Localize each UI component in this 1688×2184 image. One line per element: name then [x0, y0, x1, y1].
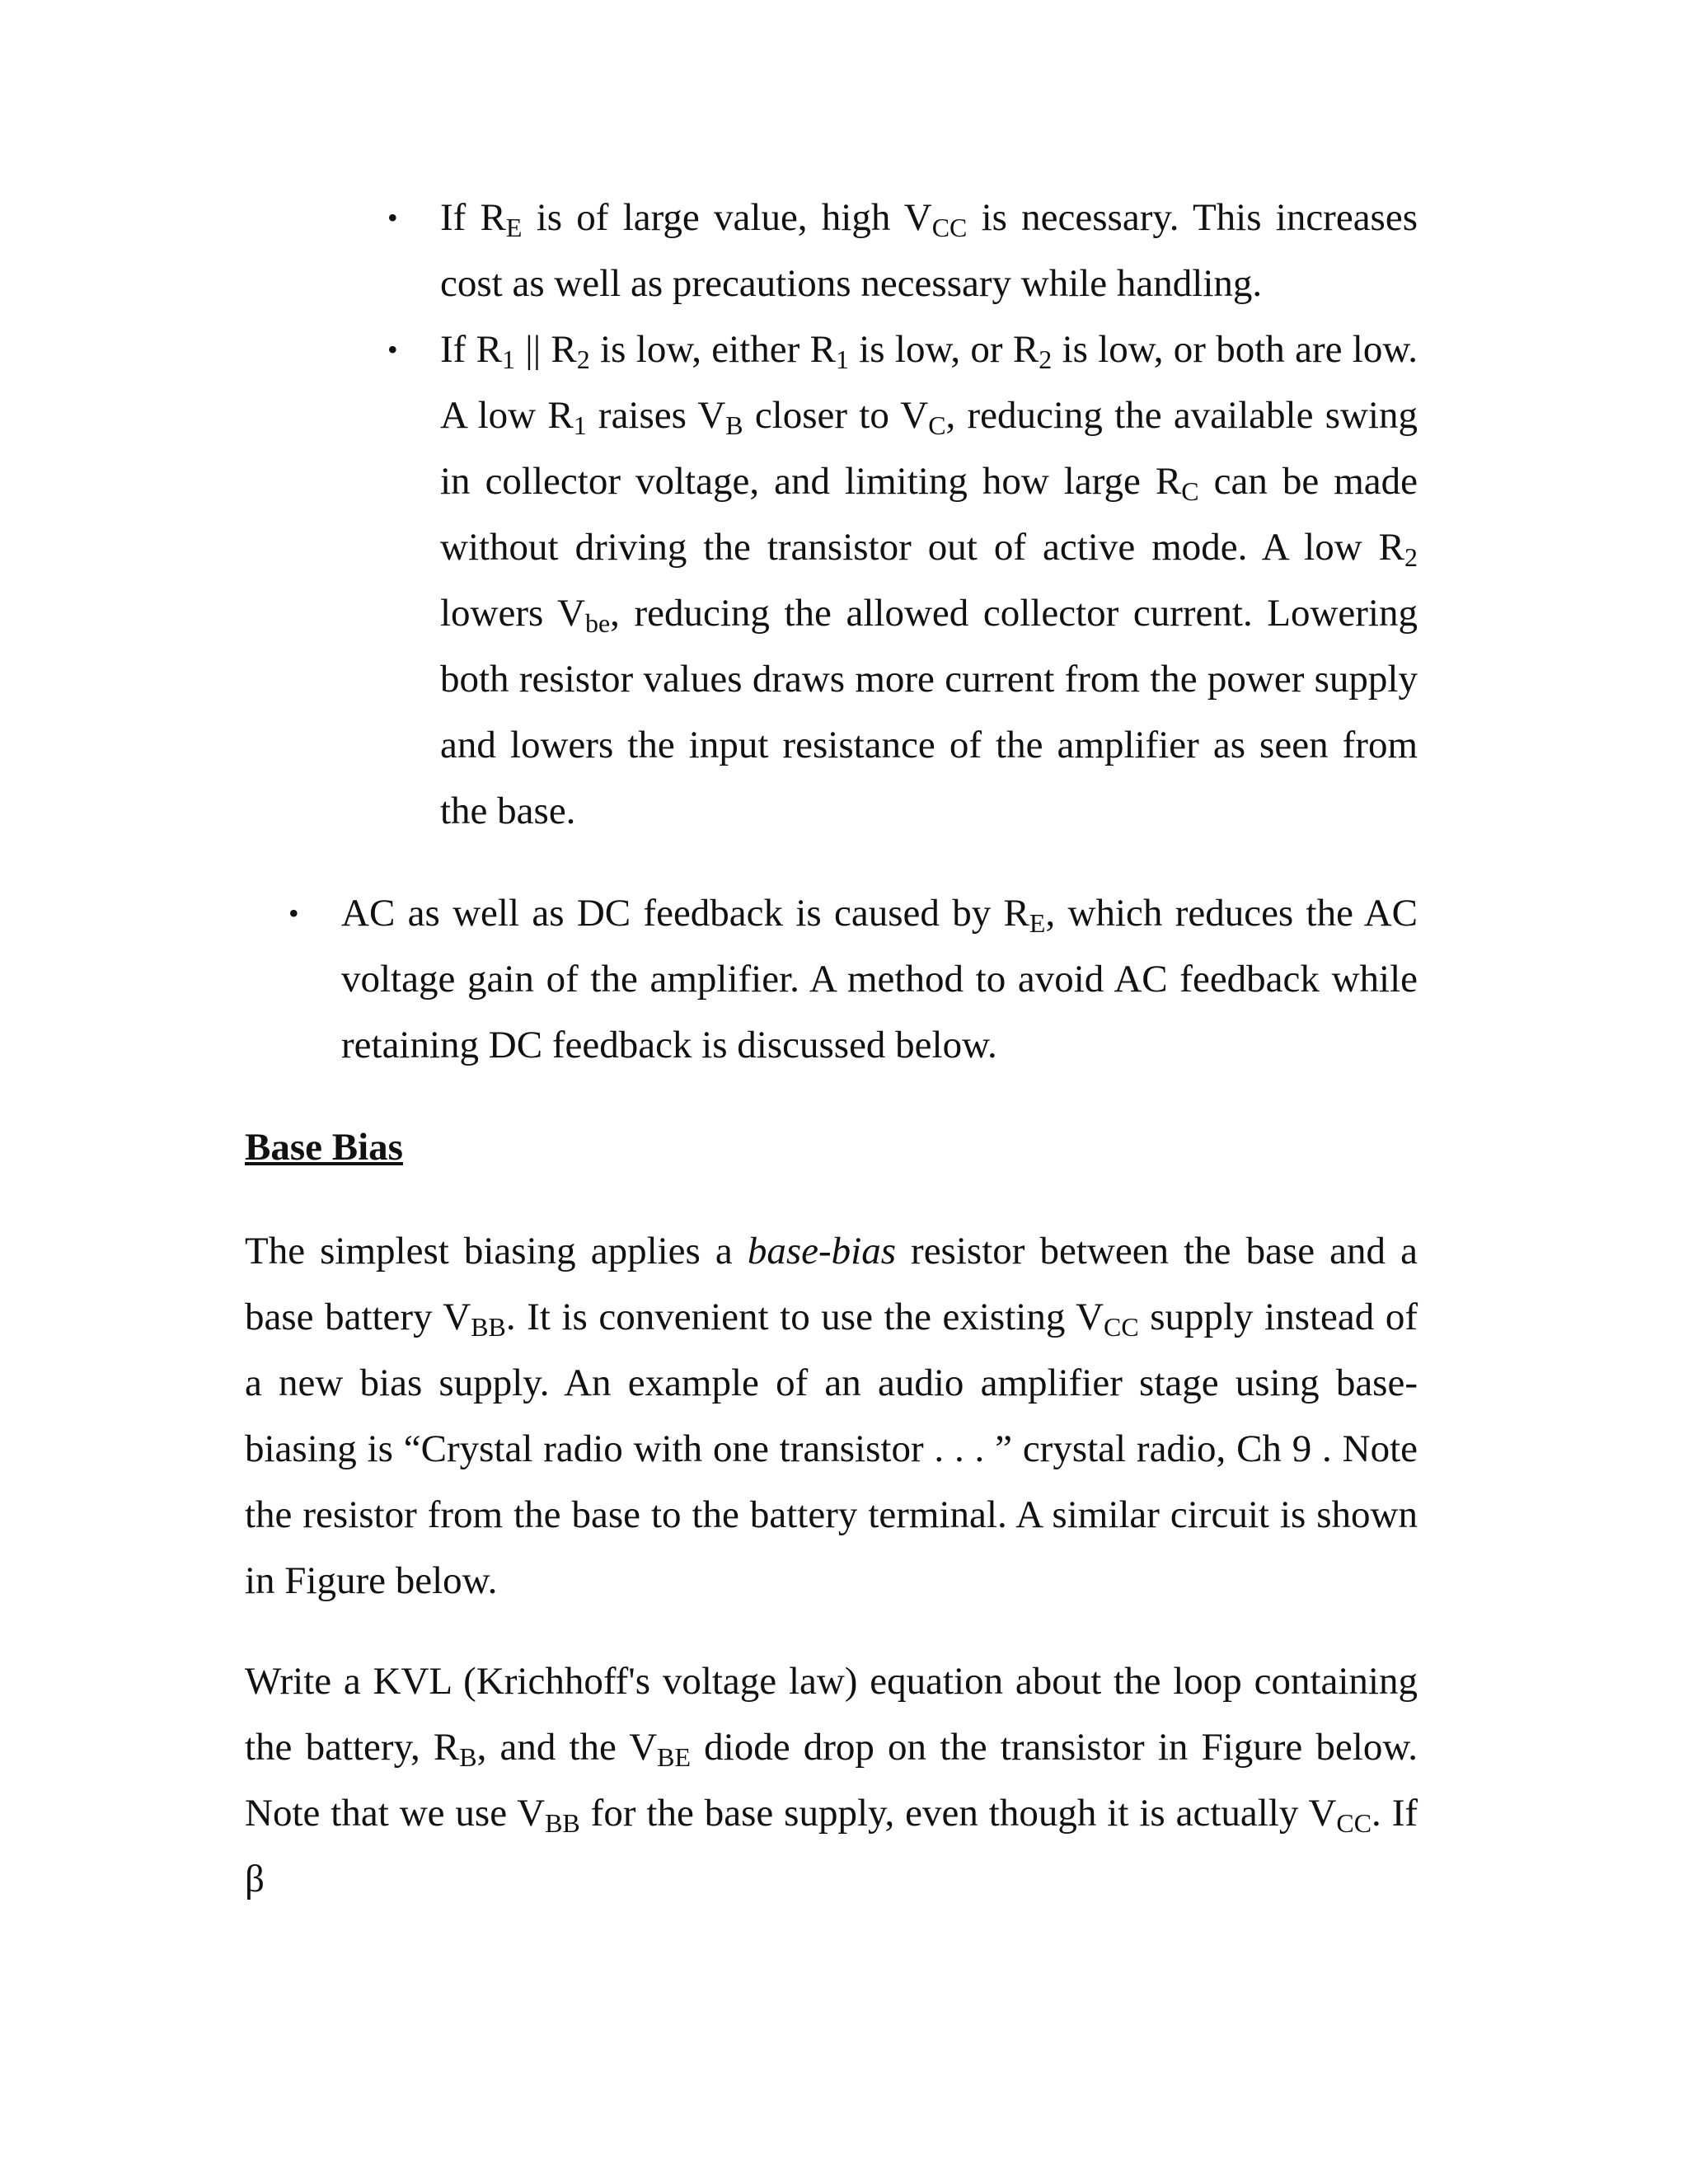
bullet-marker: •: [288, 897, 299, 930]
subscript: CC: [1104, 1312, 1139, 1342]
subscript: CC: [1336, 1808, 1372, 1838]
bullet-marker: •: [387, 201, 398, 234]
subscript: BB: [545, 1808, 580, 1838]
subscript: 2: [1039, 344, 1053, 374]
text-run: If R: [440, 328, 502, 371]
subscript: 1: [573, 410, 587, 440]
subscript: CC: [931, 213, 968, 242]
text-run: closer to V: [743, 394, 929, 437]
text-run: The simplest biasing applies a: [245, 1230, 748, 1272]
text-run: supply instead of a new bias supply. An example of an audio amplifier stage using base-biasing is “Crystal radio with one transistor . . . ” crystal radio, Ch 9 . Note the resistor from the base to the battery terminal. A similar circuit is shown in Figure below.: [245, 1296, 1418, 1602]
text-run: raises V: [586, 394, 726, 437]
subscript: B: [459, 1742, 477, 1772]
text-run: for the base supply, even though it is actually V: [579, 1792, 1337, 1835]
subscript: E: [1029, 908, 1046, 938]
text-run: . If β: [245, 1792, 1418, 1900]
paragraph-base-bias: [245, 1218, 1418, 1614]
subscript: BE: [657, 1742, 692, 1772]
text-run: , reducing the available swing in collector voltage, and limiting how large R: [440, 394, 1418, 503]
text-run: || R: [514, 328, 577, 371]
subscript: 1: [501, 344, 515, 374]
text-run: is of large value, high V: [522, 196, 932, 239]
text-run: If R: [440, 196, 506, 239]
subscript: B: [725, 410, 743, 440]
subscript: 2: [576, 344, 590, 374]
text-run: , reducing the allowed collector current. Lowering both resistor values draws more current from the power supply and lowers the input resistance of the amplifier as seen from the base.: [440, 592, 1418, 832]
outer-bullet: [341, 880, 1418, 1078]
inner-bullet-2: [440, 316, 1418, 844]
subscript: C: [928, 410, 946, 440]
subscript: BB: [471, 1312, 506, 1342]
text-run: Write a KVL (Krichhoff's voltage law) equation about the loop containing the battery, R: [245, 1660, 1418, 1769]
text-run: lowers V: [440, 592, 585, 635]
text-run: , which reduces the AC voltage gain of the amplifier. A method to avoid AC feedback while retaining DC feedback is discussed below.: [341, 892, 1418, 1066]
subscript: be: [584, 608, 611, 638]
text-run: is low, either R: [589, 328, 836, 371]
paragraph-kvl: [245, 1648, 1418, 1912]
text-run: . It is convenient to use the existing V: [505, 1296, 1104, 1338]
text-run: is necessary. This increases cost as well as precautions necessary while handling.: [440, 196, 1418, 305]
text-run: is low, or both are low. A low R: [440, 328, 1418, 437]
bullet-marker: •: [387, 333, 398, 366]
text-run: is low, or R: [848, 328, 1039, 371]
inner-bullet-1: [440, 185, 1418, 316]
text-run: resistor between the base and a base battery V: [245, 1230, 1418, 1338]
text-run: diode drop on the transistor in Figure below. Note that we use V: [245, 1726, 1418, 1835]
text-run: can be made without driving the transistor out of active mode. A low R: [440, 460, 1418, 569]
subscript: C: [1181, 476, 1199, 506]
text-run: , and the V: [476, 1726, 658, 1769]
subscript: E: [505, 213, 523, 242]
subscript: 2: [1404, 542, 1418, 572]
text-run: AC as well as DC feedback is caused by R: [341, 892, 1029, 935]
subscript: 1: [835, 344, 849, 374]
section-heading: Base Bias: [245, 1126, 403, 1169]
italic-term: base-bias: [747, 1230, 896, 1272]
